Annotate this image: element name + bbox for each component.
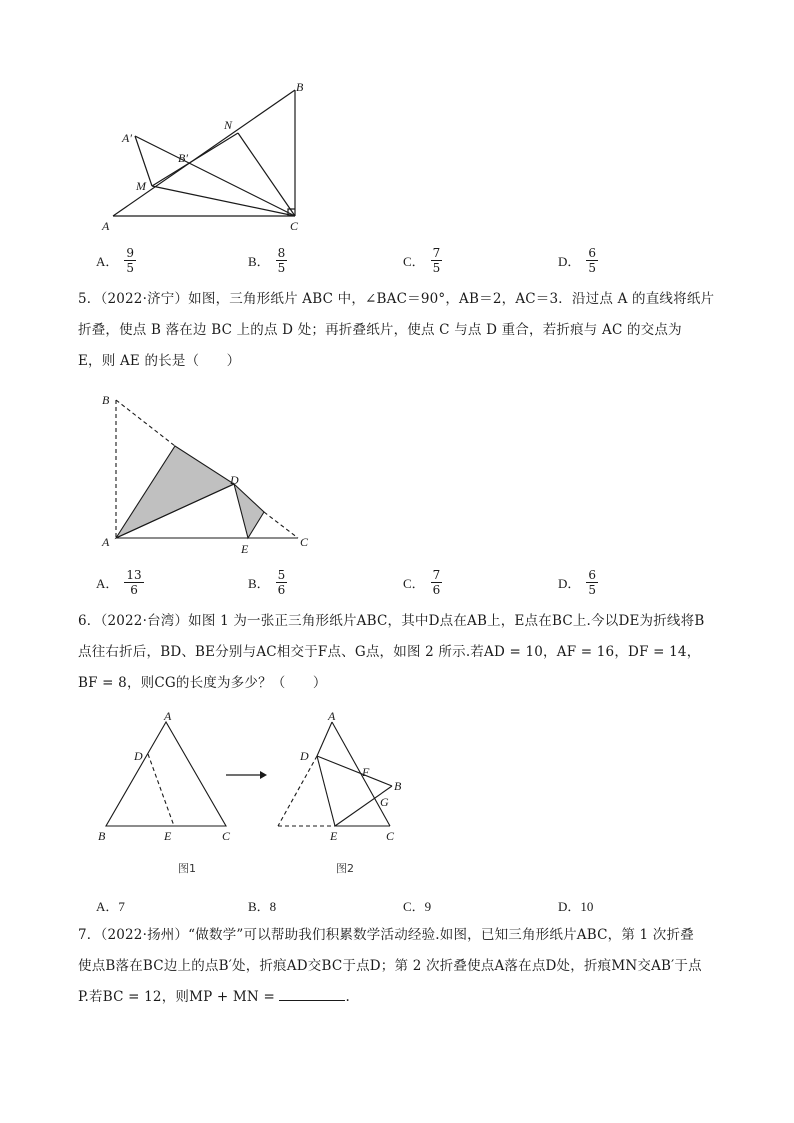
q5-option-b[interactable]: B． $\frac{5}{6}$ xyxy=(248,568,286,597)
q7-text: 7．（2022·扬州）“做数学”可以帮助我们积累数学活动经验.如图，已知三角形纸片ABC，第 1 次折叠 使点B落在BC边上的点B′处，折痕AD交BC于点D；第 2 次折叠使点A落在点D处，折痕MN交AB′于点 P.若BC = 12，则MP + MN = . xyxy=(78,927,702,1005)
label-B: B xyxy=(98,829,106,843)
q6-option-a[interactable]: A．7 xyxy=(96,899,125,914)
segment-DB-folded xyxy=(317,756,392,786)
segment-AD xyxy=(317,722,332,756)
arrow-icon xyxy=(224,768,268,782)
label-A: A xyxy=(102,535,110,549)
figure-q6-fig1 xyxy=(92,706,242,878)
label-A: A xyxy=(328,709,336,723)
figure-q5 xyxy=(96,388,326,558)
label-B-prime: B′ xyxy=(178,151,188,165)
q4-option-a[interactable]: A． $\frac{9}{5}$ xyxy=(96,246,135,275)
segment-MC xyxy=(152,186,295,216)
fold-line-DE xyxy=(148,754,174,826)
label-B: B xyxy=(102,393,110,407)
label-B: B xyxy=(394,779,402,793)
label-C: C xyxy=(222,829,231,843)
q6-text: 6．（2022·台湾）如图 1 为一张正三角形纸片ABC，其中D点在AB上，E点在BC上.今以DE为折线将B 点往右折后，BD、BE分别与AC相交于F点、G点，如图 2 所示.若AD = 10，AF = 16，DF = 14， BF = 8，则CG的长度为多少？（ ） xyxy=(78,613,705,691)
segment-MN xyxy=(152,133,238,186)
q6-option-b[interactable]: B．8 xyxy=(248,899,277,914)
q4-option-c[interactable]: C． $\frac{7}{5}$ xyxy=(403,246,441,275)
label-A-prime: A′ xyxy=(122,131,132,145)
label-E: E xyxy=(241,542,249,556)
q5-option-a[interactable]: A． $\frac{13}{6}$ xyxy=(96,568,142,597)
caption-fig2: 图2 xyxy=(336,862,354,875)
q4-option-b[interactable]: B． $\frac{8}{5}$ xyxy=(248,246,286,275)
label-A: A xyxy=(164,709,172,723)
original-DB-dashed xyxy=(278,756,317,826)
figure-q4 xyxy=(100,78,330,238)
label-D: D xyxy=(134,749,143,763)
segment-NC xyxy=(238,133,295,216)
triangle-ABC xyxy=(106,722,226,826)
label-G: G xyxy=(380,795,389,809)
q5-text: 5．（2022·济宁）如图，三角形纸片 ABC 中，∠BAC＝90°，AB＝2，AC＝3．沿过点 A 的直线将纸片 折叠，使点 B 落在边 BC 上的点 D 处；再折叠纸片，使点 C 与点 D 重合，若折痕与 AC 的交点为 E，则 AE 的长是（ ） xyxy=(78,291,715,369)
q6-option-d[interactable]: D．10 xyxy=(558,899,594,914)
label-C: C xyxy=(300,535,309,549)
q5-option-d[interactable]: D． $\frac{6}{5}$ xyxy=(558,568,597,597)
label-N: N xyxy=(224,118,233,132)
label-E: E xyxy=(330,829,338,843)
label-D: D xyxy=(300,749,309,763)
label-M: M xyxy=(136,179,146,193)
label-B: B xyxy=(296,80,304,94)
fold-line-DE xyxy=(317,756,335,826)
segment-DC-dashed xyxy=(264,512,298,538)
label-D: D xyxy=(230,473,239,487)
label-A: A xyxy=(102,219,110,233)
shaded-triangle-CDE xyxy=(234,484,264,538)
segment-BD-dashed xyxy=(116,400,175,446)
answer-blank[interactable] xyxy=(279,986,345,1001)
figure-q6-fig2 xyxy=(268,706,418,878)
label-F: F xyxy=(362,765,370,779)
segment-A'C xyxy=(135,136,295,216)
q6-option-c[interactable]: C．9 xyxy=(403,899,432,914)
label-C: C xyxy=(290,219,299,233)
caption-fig1: 图1 xyxy=(178,862,196,875)
label-E: E xyxy=(164,829,172,843)
q4-option-d[interactable]: D． $\frac{6}{5}$ xyxy=(558,246,597,275)
q5-option-c[interactable]: C． $\frac{7}{6}$ xyxy=(403,568,441,597)
label-C: C xyxy=(386,829,395,843)
